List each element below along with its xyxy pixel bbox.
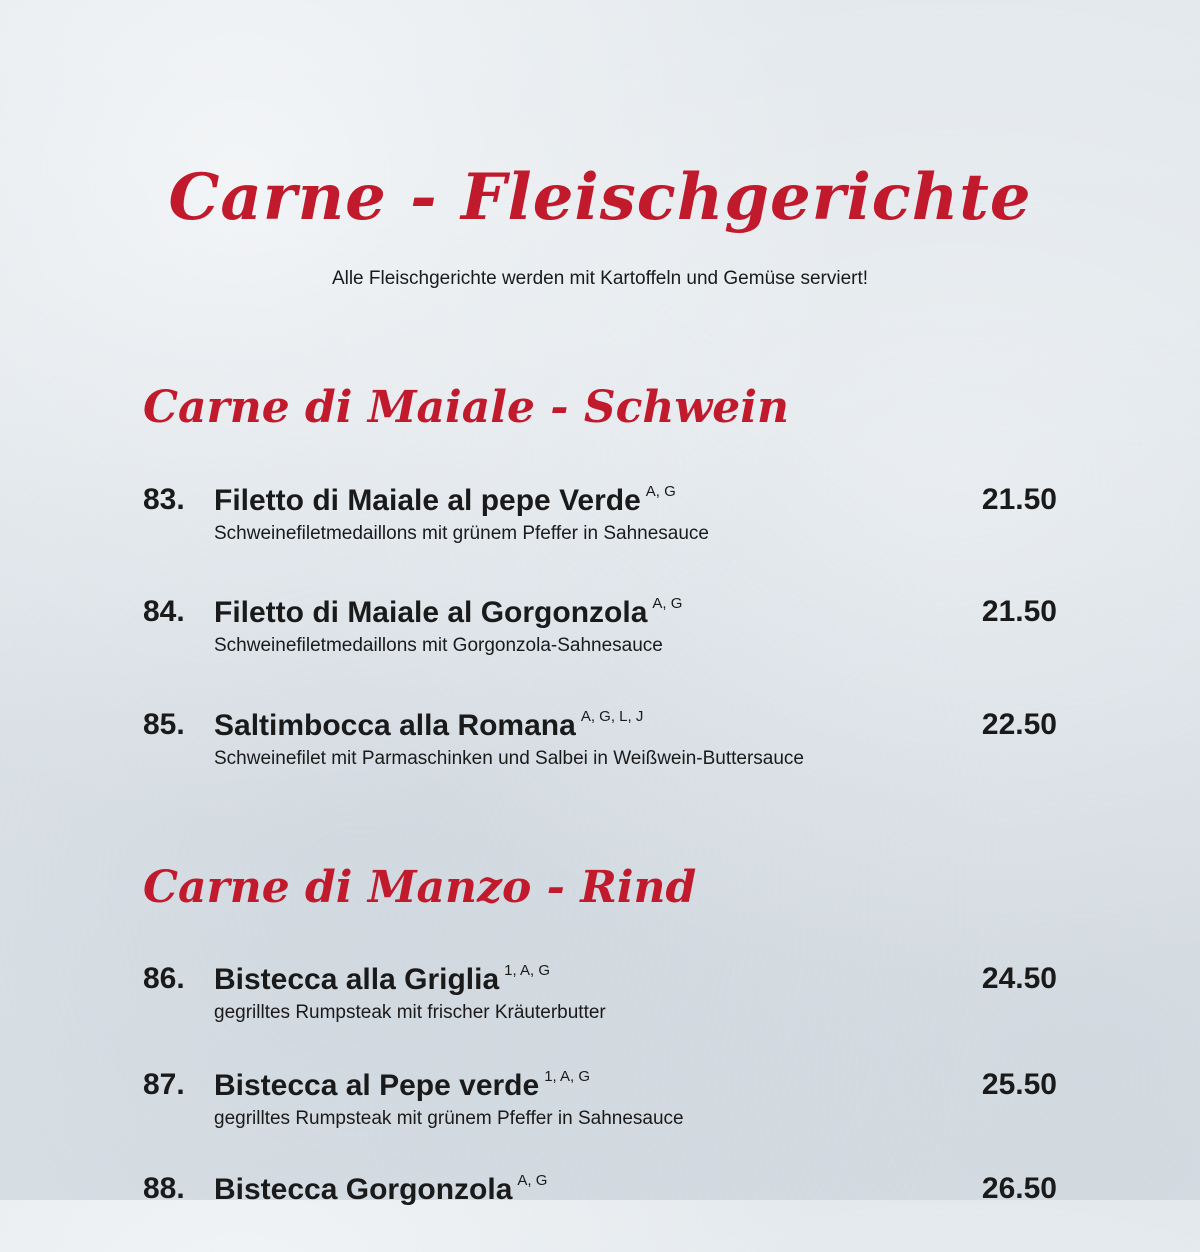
item-allergens: A, G	[652, 595, 683, 612]
item-price: 25.50	[981, 1068, 1057, 1101]
item-name-wrapper	[214, 1068, 590, 1103]
menu-item	[143, 708, 1063, 788]
item-name-wrapper	[214, 483, 676, 518]
item-name-wrapper	[214, 708, 643, 743]
item-allergens: A, G, L, J	[580, 708, 644, 725]
item-name: Bistecca al Pepe verde	[214, 1069, 540, 1102]
item-number: 85.	[143, 708, 185, 741]
menu-item	[143, 595, 1063, 675]
item-description: Schweinefilet mit Parmaschinken und Salbei in Weißwein-Buttersauce	[214, 748, 804, 769]
item-allergens: A, G	[645, 483, 676, 500]
item-name: Filetto di Maiale al pepe Verde	[214, 484, 641, 517]
item-allergens: A, G	[517, 1172, 548, 1189]
item-price: 24.50	[981, 962, 1057, 995]
item-description: gegrilltes Rumpsteak mit frischer Kräuterbutter	[214, 1002, 606, 1023]
menu-item	[143, 1172, 1063, 1252]
item-name-wrapper	[214, 1172, 547, 1207]
item-name-wrapper	[214, 962, 550, 997]
item-name-wrapper	[214, 595, 682, 630]
item-name: Bistecca Gorgonzola	[214, 1173, 513, 1206]
item-allergens: 1, A, G	[504, 962, 551, 979]
item-allergens: 1, A, G	[544, 1068, 591, 1085]
page-title: Carne - Fleischgerichte	[168, 160, 1032, 235]
menu-item	[143, 962, 1063, 1042]
section-title-rind: Carne di Manzo - Rind	[143, 862, 697, 913]
item-number: 84.	[143, 595, 185, 628]
menu-item	[143, 1068, 1063, 1148]
item-name: Bistecca alla Griglia	[214, 963, 500, 996]
item-number: 88.	[143, 1172, 185, 1205]
item-name: Saltimbocca alla Romana	[214, 709, 576, 742]
page-subtitle: Alle Fleischgerichte werden mit Kartoffeln und Gemüse serviert!	[331, 268, 869, 289]
menu-item	[143, 483, 1063, 563]
item-description: Schweinefiletmedaillons mit Gorgonzola-Sahnesauce	[214, 635, 663, 656]
item-price: 21.50	[981, 483, 1057, 516]
section-title-schwein: Carne di Maiale - Schwein	[143, 382, 789, 433]
item-price: 21.50	[981, 595, 1057, 628]
item-number: 87.	[143, 1068, 185, 1101]
item-price: 22.50	[981, 708, 1057, 741]
item-price: 26.50	[981, 1172, 1057, 1205]
item-number: 86.	[143, 962, 185, 995]
item-number: 83.	[143, 483, 185, 516]
item-description: gegrilltes Rumpsteak mit grünem Pfeffer in Sahnesauce	[214, 1108, 684, 1129]
item-name: Filetto di Maiale al Gorgonzola	[214, 596, 648, 629]
item-description: Schweinefiletmedaillons mit grünem Pfeffer in Sahnesauce	[214, 523, 709, 544]
